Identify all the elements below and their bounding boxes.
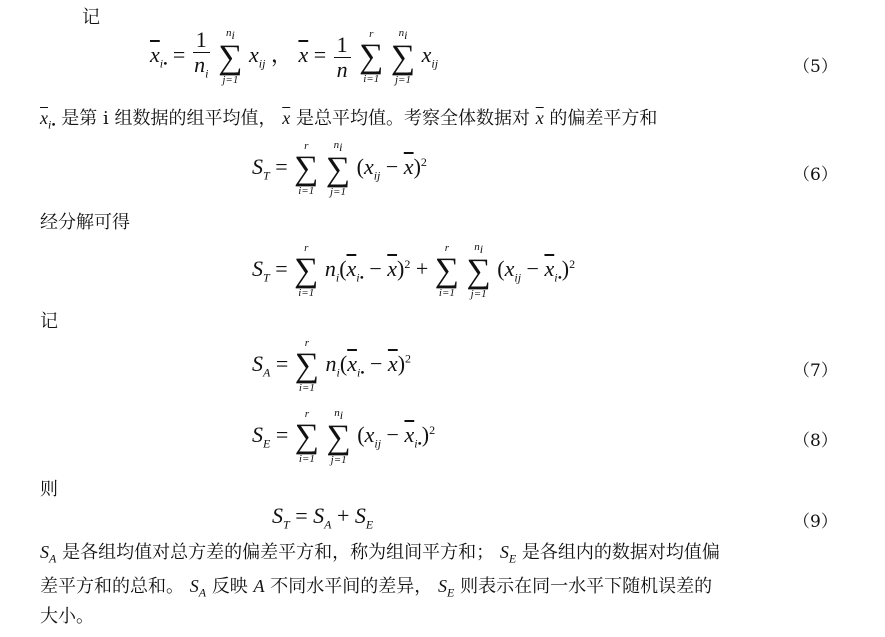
equation-number-7: （7） xyxy=(793,361,838,381)
desc-text-1: 是各组均值对总方差的偏差平方和，称为组间平方和； xyxy=(62,542,495,563)
def-text-1: 是第 i 组数据的组平均值， xyxy=(61,108,277,129)
desc-text-6: 则表示在同一水平下随机误差的 xyxy=(460,576,713,597)
def-text-3: 的偏差平方和 xyxy=(549,108,658,129)
equation-number-5: （5） xyxy=(793,57,838,77)
decomposition-equation: $S_T$ = r ∑ i=1 $n_i(\overline{x}_{i•} - \overline{x})^2$ + r ∑ i=1 $n_i$ ∑ j=1 $(x_{ij} - \overline{x}_{i•})^2$ xyxy=(252,241,576,301)
def-text-2: 是总平均值。考察全体数据对 xyxy=(295,108,530,129)
equation-5: $\overline{x}_{i•}$ = $\frac{1}{n_i}$ $n_i$ ∑ j=1 $x_{ij}$ ， $\overline{x}$ = $\frac{1}{n}$ r ∑ i=1 $n_i$ ∑ j=1 $x_{ij}$ xyxy=(150,27,439,87)
description-line-2: 差平方和的总和。 $S_A$ 反映 A 不同水平间的差异， $S_E$ 则表示在同一水平下随机误差的 xyxy=(40,576,713,600)
equation-number-6: （6） xyxy=(793,165,838,185)
description-line-1: $S_A$ 是各组均值对总方差的偏差平方和，称为组间平方和； $S_E$ 是各组内的数据对均值偏 xyxy=(40,542,720,566)
equation-9: $S_T = S_A + S_E$ xyxy=(272,503,374,532)
desc-text-2: 是各组内的数据对均值偏 xyxy=(521,542,720,563)
equation-6: $S_T$ = r ∑ i=1 $n_i$ ∑ j=1 $(x_{ij} - \overline{x})^2$ xyxy=(252,139,427,199)
equation-number-8: （8） xyxy=(793,431,838,451)
label-ji-2: 记 xyxy=(40,311,58,332)
equation-number-9: （9） xyxy=(793,512,838,532)
desc-text-4: 反映 xyxy=(211,576,248,597)
desc-text-5: 不同水平间的差异， xyxy=(270,576,433,597)
desc-text-3: 差平方和的总和。 xyxy=(40,576,184,597)
equation-7: $S_A$ = r ∑ i=1 $n_i(\overline{x}_{i•} - \overline{x})^2$ xyxy=(252,337,412,394)
definition-line: $\overline{x}_{i•}$ 是第 i 组数据的组平均值， $\overline{x}$ 是总平均值。考察全体数据对 $\overline{x}$ 的偏差平方和 xyxy=(40,108,658,132)
label-ze: 则 xyxy=(40,479,58,500)
label-ji-1: 记 xyxy=(82,7,100,28)
decompose-text: 经分解可得 xyxy=(40,212,130,233)
equation-8: $S_E$ = r ∑ i=1 $n_i$ ∑ j=1 $(x_{ij} - \overline{x}_{i•})^2$ xyxy=(252,407,436,467)
description-line-3: 大小。 xyxy=(40,606,94,627)
